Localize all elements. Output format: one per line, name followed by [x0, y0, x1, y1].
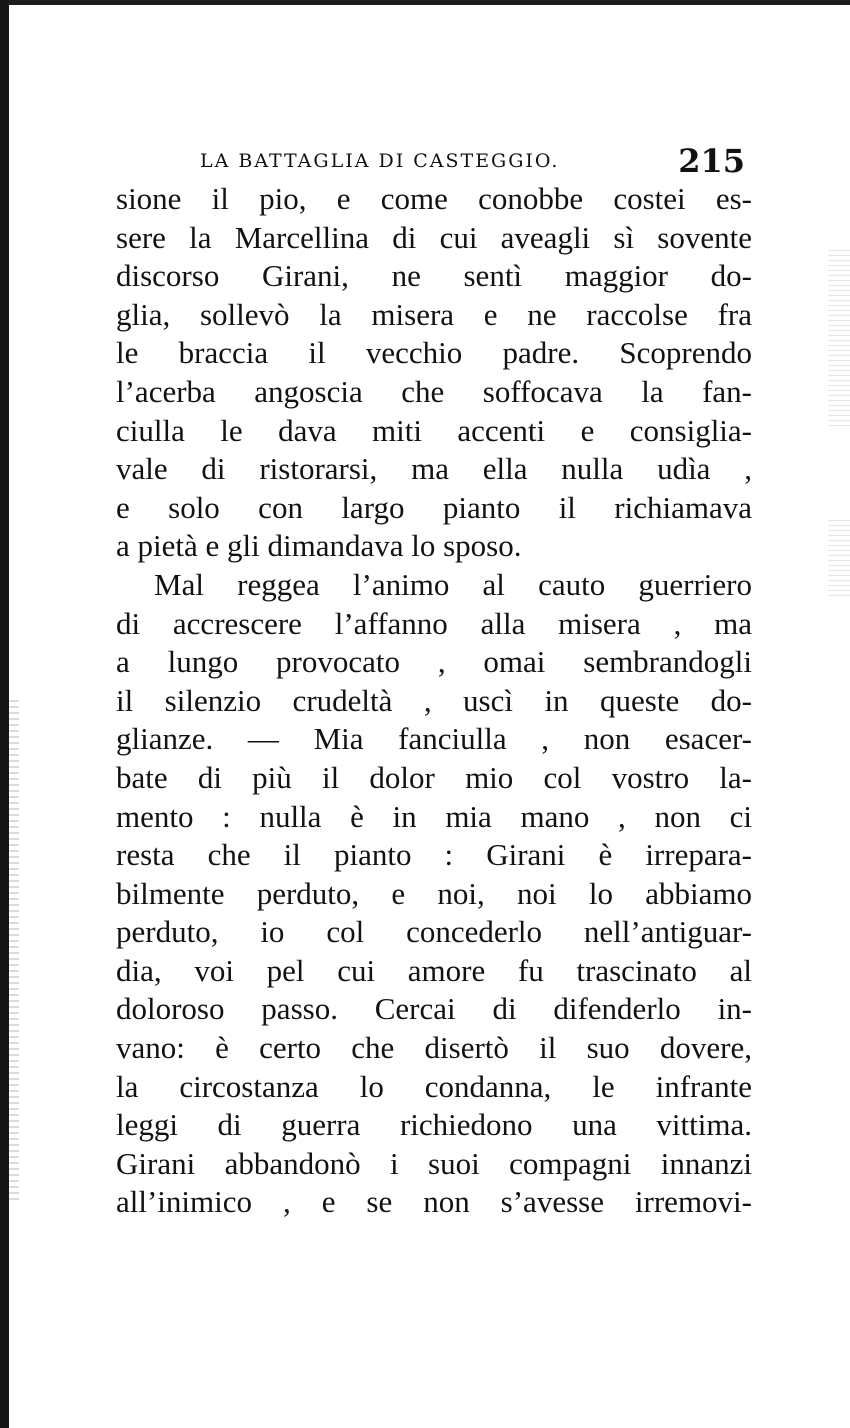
text-line: vale di ristorarsi, ma ella nulla udìa , [116, 451, 752, 487]
page-edge-speckle-upper [828, 250, 850, 430]
running-head-title: LA BATTAGLIA DI CASTEGGIO. [200, 150, 560, 172]
text-line: glianze. — Mia fanciulla , non esacer- [116, 721, 752, 757]
text-line: Girani abbandonò i suoi compagni innanzi [116, 1145, 752, 1181]
text-line: vano: è certo che disertò il suo dovere, [116, 1030, 752, 1066]
text-line: bate di più il dolor mio col vostro la- [116, 759, 752, 795]
running-head [200, 142, 745, 182]
page-number: 215 [678, 142, 745, 180]
text-line: glia, sollevò la misera e ne raccolse fra [116, 296, 752, 332]
text-line: il silenzio crudeltà , uscì in queste do- [116, 682, 752, 718]
book-spine-edge [0, 0, 9, 1428]
text-line: e solo con largo pianto il richiamava [116, 489, 752, 525]
page-top-edge [0, 0, 850, 5]
text-line: discorso Girani, ne sentì maggior do- [116, 258, 752, 294]
text-line-paragraph-end: a pietà e gli dimandava lo sposo. [116, 528, 522, 564]
text-line: all’inimico , e se non s’avesse irremovi- [116, 1184, 752, 1220]
binding-shadow [9, 700, 19, 1200]
body-text [116, 180, 752, 1222]
text-line: doloroso passo. Cercai di difenderlo in- [116, 991, 752, 1027]
text-line: la circostanza lo condanna, le infrante [116, 1068, 752, 1104]
text-line: leggi di guerra richiedono una vittima. [116, 1107, 752, 1143]
text-line: resta che il pianto : Girani è irrepara- [116, 837, 752, 873]
text-line: mento : nulla è in mia mano , non ci [116, 798, 752, 834]
text-line: dia, voi pel cui amore fu trascinato al [116, 952, 752, 988]
text-line: bilmente perduto, e noi, noi lo abbiamo [116, 875, 752, 911]
text-line: ciulla le dava miti accenti e consiglia- [116, 412, 752, 448]
text-line: a lungo provocato , omai sembrandogli [116, 644, 752, 680]
page-edge-speckle-lower [828, 520, 850, 600]
text-line: perduto, io col concederlo nell’antiguar- [116, 914, 752, 950]
text-line: sere la Marcellina di cui aveagli sì sovente [116, 219, 752, 255]
text-line: le braccia il vecchio padre. Scoprendo [116, 335, 752, 371]
text-line-paragraph-start: Mal reggea l’animo al cauto guerriero [154, 566, 752, 602]
text-line: l’acerba angoscia che soffocava la fan- [116, 373, 752, 409]
text-line: sione il pio, e come conobbe costei es- [116, 181, 752, 216]
text-line: di accrescere l’affanno alla misera , ma [116, 605, 752, 641]
